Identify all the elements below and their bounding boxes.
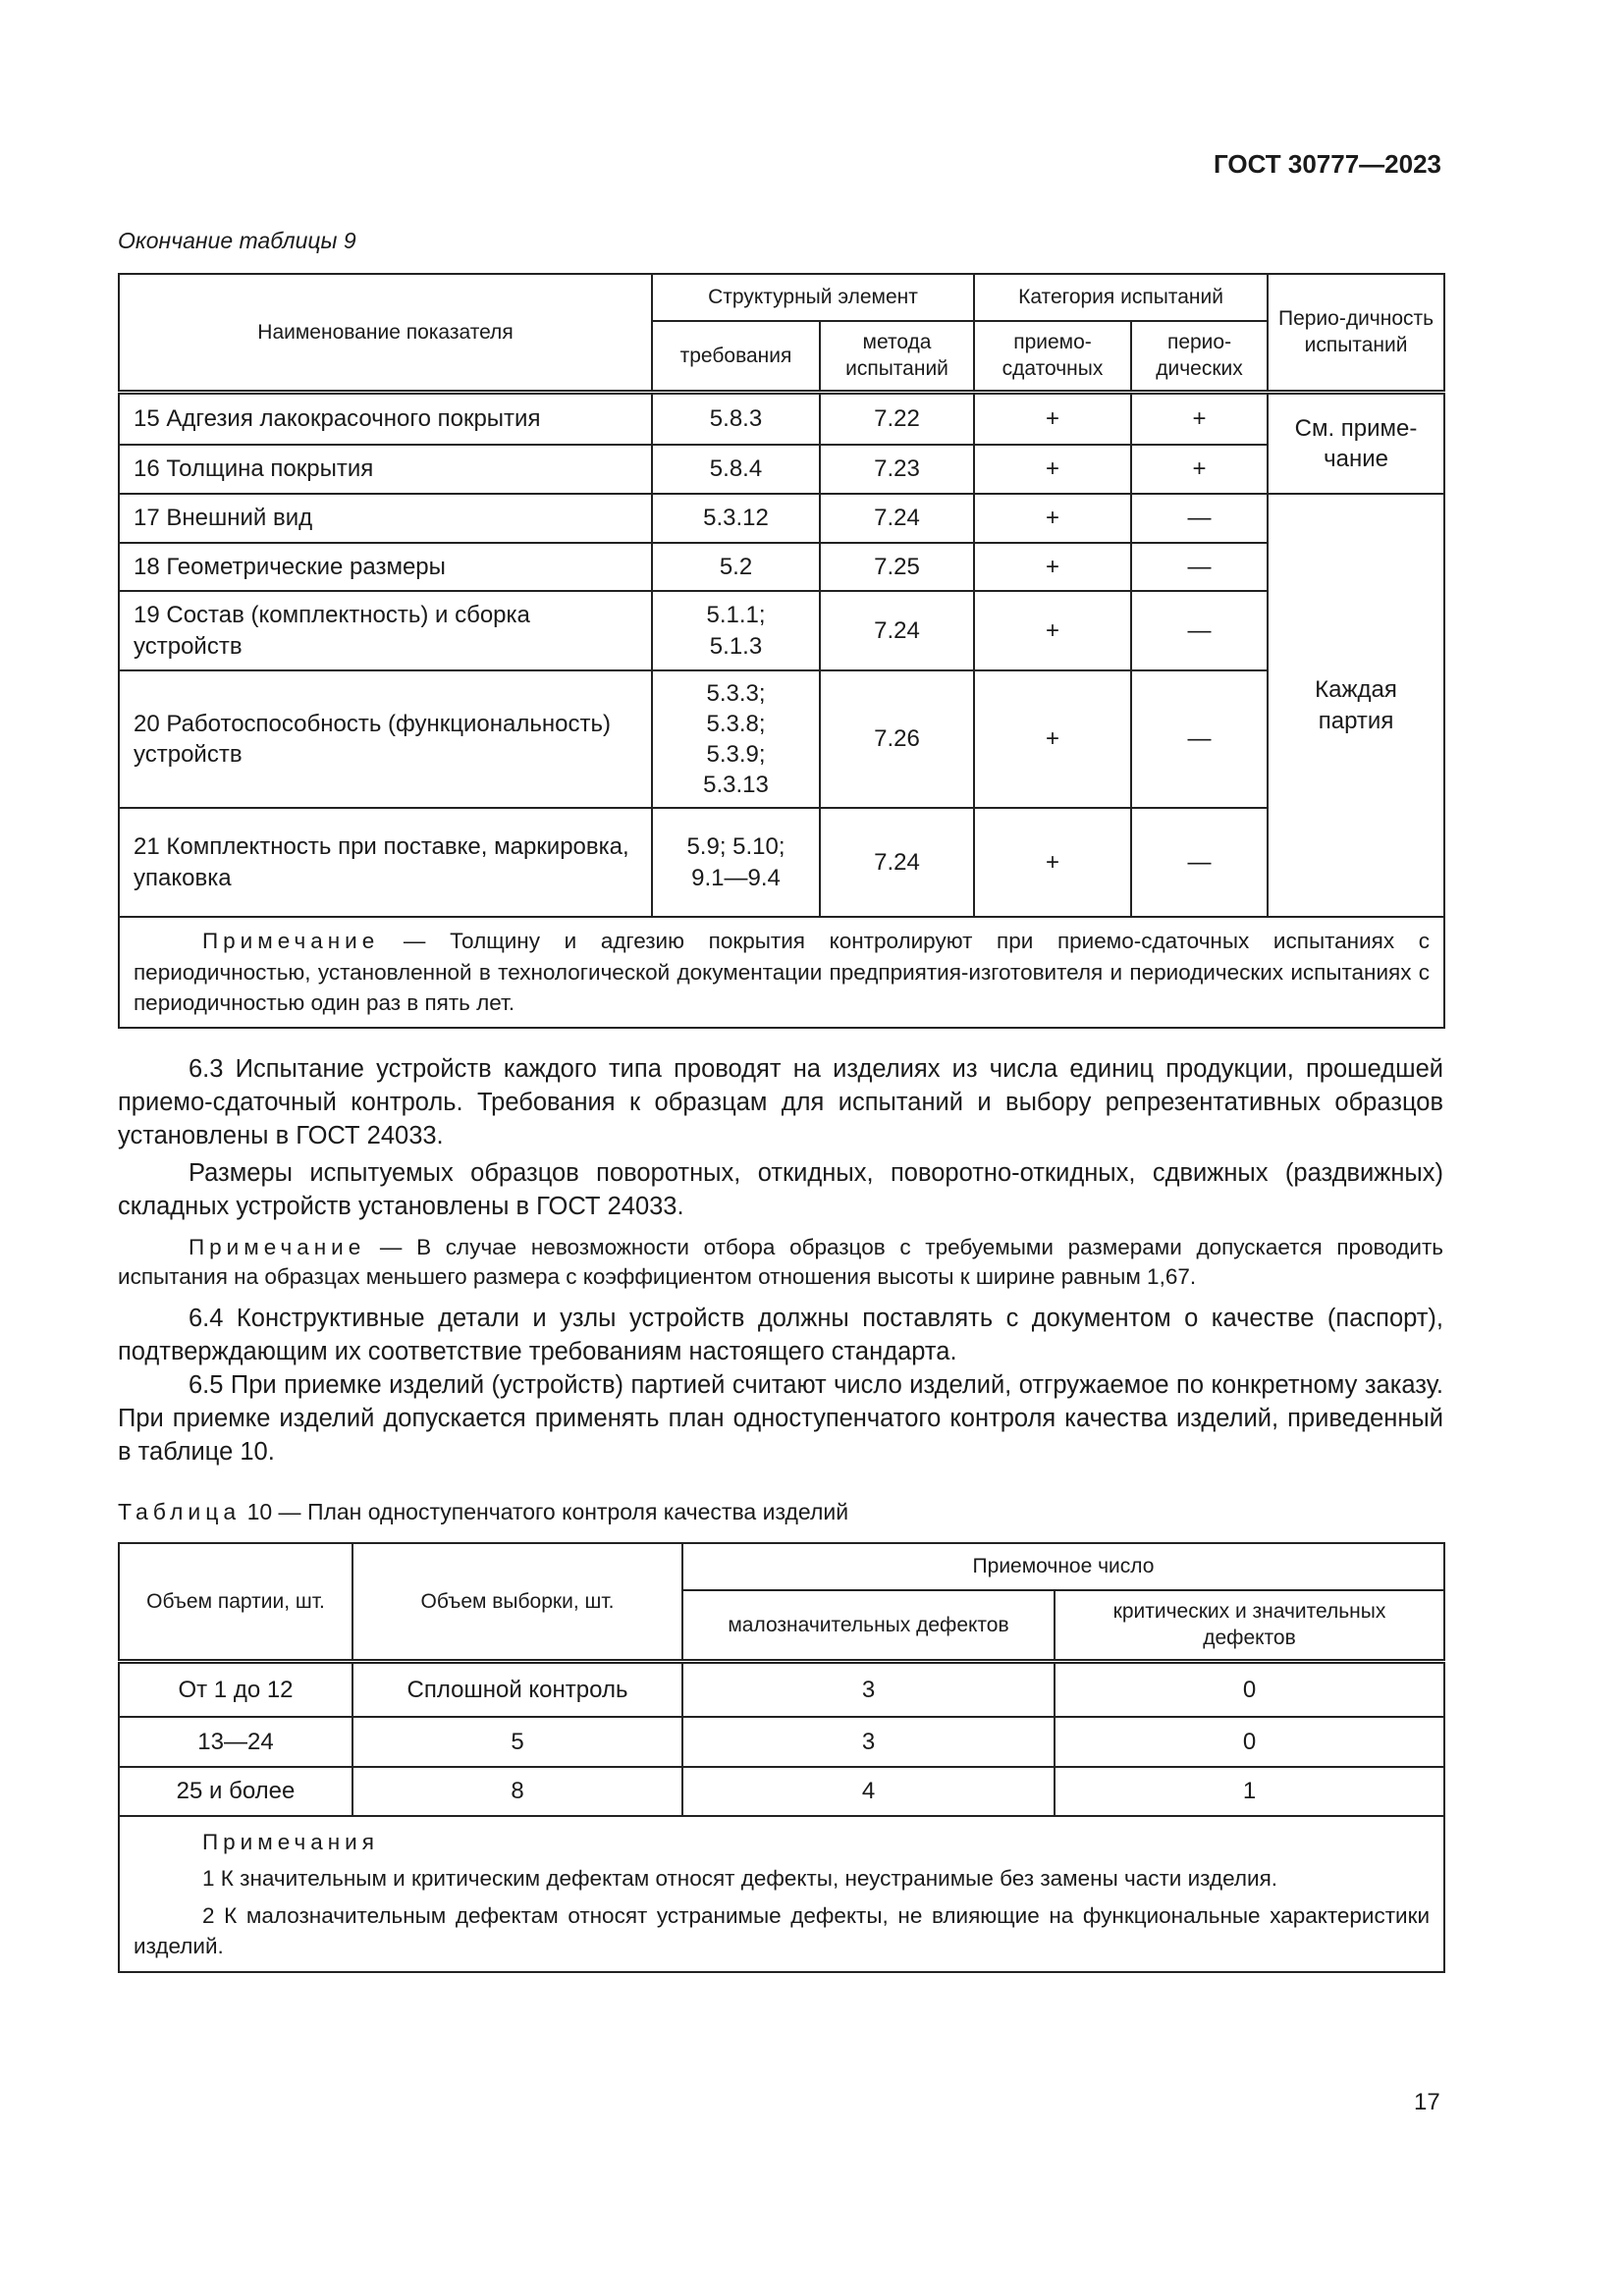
notes-label: Примечания [202, 1829, 379, 1854]
cell-acc: + [974, 392, 1131, 445]
cell-sample: 5 [352, 1717, 682, 1767]
table-10 [118, 1542, 1445, 1973]
cell-acc: + [974, 591, 1131, 670]
cell-minor: 4 [682, 1767, 1055, 1816]
document-code: ГОСТ 30777—2023 [1214, 149, 1441, 179]
paragraph-6-4: 6.4 Конструктивные детали и узлы устройств должны поставлять с документом о качестве (паспорт), подтверждающим их соответствие требованиям настоящего стандарта. [118, 1305, 1443, 1365]
cell-critical: 0 [1055, 1661, 1444, 1717]
header-requirements: требования [652, 321, 820, 392]
note-text: — В случае невозможности отбора образцов с требуемыми размерами допускается проводить испытания на образцах меньшего размера с коэффициентом отношения высоты к ширине равным 1,67. [118, 1235, 1443, 1289]
header-periodicity: Перио-дичность испытаний [1268, 274, 1444, 392]
header-acceptance: приемо-сдаточных [974, 321, 1131, 392]
table-10-caption [118, 1499, 848, 1525]
cell-per: — [1131, 808, 1268, 917]
cell-req: 5.3.12 [652, 494, 820, 543]
header-structural-element: Структурный элемент [652, 274, 974, 321]
cell-acc: + [974, 543, 1131, 591]
cell-per: — [1131, 543, 1268, 591]
cell-name: 20 Работоспособность (функциональность) устройств [119, 670, 652, 808]
table-row [119, 591, 1444, 670]
page-number: 17 [1414, 2089, 1440, 2115]
table-row [119, 392, 1444, 445]
header-sample-size: Объем выборки, шт. [352, 1543, 682, 1661]
cell-sample: 8 [352, 1767, 682, 1816]
note-label: Примечание [202, 929, 380, 953]
paragraph-note [118, 1233, 1443, 1292]
cell-minor: 3 [682, 1717, 1055, 1767]
cell-req: 5.1.1; 5.1.3 [652, 591, 820, 670]
note-2: 2 К малозначительным дефектам относят устранимые дефекты, не влияющие на функциональные характеристики изделий. [134, 1902, 1431, 1958]
table-9 [118, 273, 1445, 1029]
header-acceptance-number: Приемочное число [682, 1543, 1444, 1590]
paragraph-6-3: 6.3 Испытание устройств каждого типа проводят на изделиях из числа единиц продукции, прошедшей приемо-сдаточный контроль. Требования к образцам для испытаний и выбору репрезентативных образцов установлены в ГОСТ 24033. [118, 1055, 1443, 1149]
cell-per: — [1131, 494, 1268, 543]
cell-acc: + [974, 670, 1131, 808]
cell-req: 5.3.3; 5.3.8; 5.3.9; 5.3.13 [652, 670, 820, 808]
cell-req: 5.9; 5.10; 9.1—9.4 [652, 808, 820, 917]
cell-name: 15 Адгезия лакокрасочного покрытия [119, 392, 652, 445]
table-row [119, 494, 1444, 543]
cell-periodicity: См. приме-чание [1268, 392, 1444, 494]
cell-method: 7.24 [820, 494, 974, 543]
table-row [119, 670, 1444, 808]
caption-label: Таблица [118, 1499, 242, 1524]
table-10-notes [119, 1816, 1444, 1972]
cell-method: 7.24 [820, 808, 974, 917]
paragraph-6-5: 6.5 При приемке изделий (устройств) партией считают число изделий, отгружаемое по конкретному заказу. При приемке изделий допускается применять план одноступенчатого контроля качества изделий, приведенный в таблице 10. [118, 1371, 1443, 1466]
cell-minor: 3 [682, 1661, 1055, 1717]
cell-acc: + [974, 445, 1131, 494]
table-row [119, 808, 1444, 917]
table-continuation-label: Окончание таблицы 9 [118, 228, 356, 253]
cell-lot: 25 и более [119, 1767, 352, 1816]
cell-method: 7.25 [820, 543, 974, 591]
cell-name: 18 Геометрические размеры [119, 543, 652, 591]
cell-name: 16 Толщина покрытия [119, 445, 652, 494]
body-text [118, 1052, 1443, 1468]
note-text: — Толщину и адгезию покрытия контролируют при приемо-сдаточных испытаниях с периодичностью, установленной в технологической документации предприятия-изготовителя и периодических испытаниях с периодичностью один раз в пять лет. [134, 929, 1431, 1015]
table-row [119, 1767, 1444, 1816]
cell-name: 17 Внешний вид [119, 494, 652, 543]
note-label: Примечание [189, 1235, 366, 1259]
header-periodic: перио-дических [1131, 321, 1268, 392]
cell-critical: 0 [1055, 1717, 1444, 1767]
cell-per: + [1131, 392, 1268, 445]
cell-per: + [1131, 445, 1268, 494]
cell-lot: 13—24 [119, 1717, 352, 1767]
header-minor-defects: малозначительных дефектов [682, 1590, 1055, 1661]
cell-sample: Сплошной контроль [352, 1661, 682, 1717]
header-name: Наименование показателя [119, 274, 652, 392]
table-row [119, 1717, 1444, 1767]
cell-method: 7.24 [820, 591, 974, 670]
cell-method: 7.22 [820, 392, 974, 445]
header-critical-defects: критических и значительных дефектов [1055, 1590, 1444, 1661]
cell-req: 5.8.4 [652, 445, 820, 494]
header-lot-size: Объем партии, шт. [119, 1543, 352, 1661]
table-9-note [119, 917, 1444, 1028]
header-test-method: метода испытаний [820, 321, 974, 392]
cell-acc: + [974, 808, 1131, 917]
table-row [119, 543, 1444, 591]
cell-req: 5.8.3 [652, 392, 820, 445]
table-row [119, 445, 1444, 494]
cell-name: 21 Комплектность при поставке, маркировка, упаковка [119, 808, 652, 917]
cell-method: 7.26 [820, 670, 974, 808]
cell-acc: + [974, 494, 1131, 543]
cell-periodicity: Каждая партия [1268, 494, 1444, 917]
note-1: 1 К значительным и критическим дефектам относят дефекты, неустранимые без замены части изделия. [202, 1866, 1278, 1891]
paragraph-6-3-sizes: Размеры испытуемых образцов поворотных, откидных, поворотно-откидных, сдвижных (раздвижных) складных устройств установлены в ГОСТ 24033. [118, 1159, 1443, 1220]
cell-lot: От 1 до 12 [119, 1661, 352, 1717]
cell-per: — [1131, 591, 1268, 670]
header-test-category: Категория испытаний [974, 274, 1268, 321]
cell-name: 19 Состав (комплектность) и сборка устройств [119, 591, 652, 670]
caption-text: 10 — План одноступенчатого контроля качества изделий [241, 1499, 849, 1524]
cell-per: — [1131, 670, 1268, 808]
cell-critical: 1 [1055, 1767, 1444, 1816]
cell-req: 5.2 [652, 543, 820, 591]
cell-method: 7.23 [820, 445, 974, 494]
table-row [119, 1661, 1444, 1717]
